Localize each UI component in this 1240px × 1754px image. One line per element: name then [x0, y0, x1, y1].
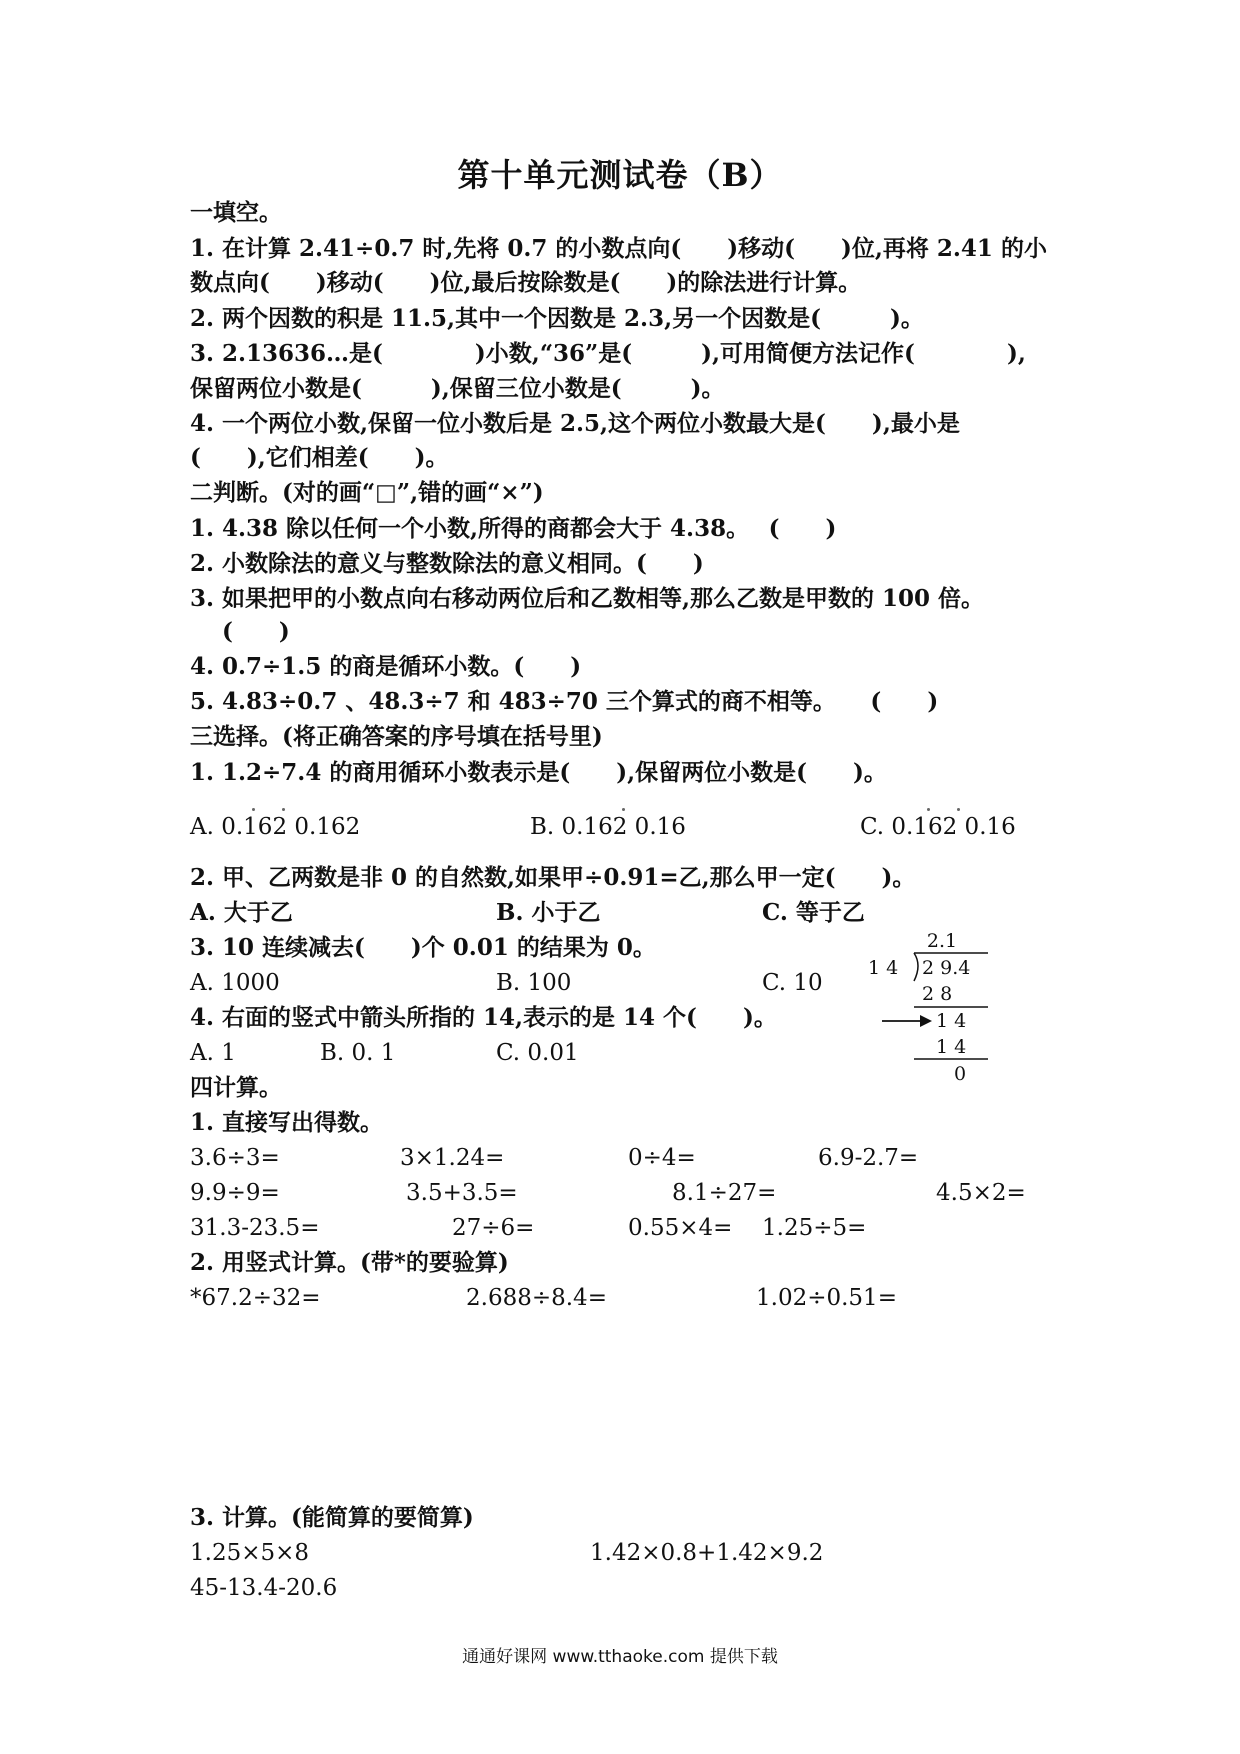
repeat-dot — [927, 808, 930, 811]
tf-q2: 2. 小数除法的意义与整数除法的意义相同。( ) — [190, 550, 704, 577]
tf-q3-line1: 3. 如果把甲的小数点向右移动两位后和乙数相等,那么乙数是甲数的 100 倍。 — [190, 585, 985, 612]
section-heading-true-false: 二判断。(对的画“□”,错的画“×”) — [190, 479, 544, 506]
oral-calc-item: 8.1÷27= — [672, 1180, 777, 1206]
choice-q2-option-b: B. 小于乙 — [496, 899, 601, 926]
choice-q2: 2. 甲、乙两数是非 0 的自然数,如果甲÷0.91=乙,那么甲一定( )。 — [190, 864, 916, 891]
division-step-3: 1 4 — [936, 1036, 967, 1058]
oral-calc-item: 31.3-23.5= — [190, 1215, 320, 1241]
vertical-calc-item: 2.688÷8.4= — [466, 1285, 607, 1311]
tf-q4: 4. 0.7÷1.5 的商是循环小数。( ) — [190, 653, 582, 680]
repeat-dot — [252, 808, 255, 811]
vertical-calc-item: 1.02÷0.51= — [756, 1285, 897, 1311]
oral-calc-item: 3.5+3.5= — [406, 1180, 518, 1206]
choice-q2-option-a: A. 大于乙 — [190, 899, 293, 926]
division-remainder: 0 — [954, 1063, 967, 1085]
choice-q1-option-c: C. 0.162 0.16 — [860, 814, 1016, 840]
calc-sub2-heading: 2. 用竖式计算。(带*的要验算) — [190, 1249, 509, 1276]
calc-sub3-heading: 3. 计算。(能简算的要简算) — [190, 1504, 474, 1531]
choice-q4-option-a: A. 1 — [190, 1040, 236, 1066]
division-dividend: 2 9.4 — [922, 957, 971, 979]
oral-calc-item: 0÷4= — [628, 1145, 696, 1171]
fill-q3-line2: 保留两位小数是( ),保留三位小数是( )。 — [190, 375, 725, 402]
vertical-calc-item: *67.2÷32= — [190, 1285, 321, 1311]
choice-q3-option-b: B. 100 — [496, 970, 572, 996]
repeat-dot — [957, 808, 960, 811]
oral-calc-item: 1.25÷5= — [762, 1215, 867, 1241]
oral-calc-item: 3.6÷3= — [190, 1145, 280, 1171]
repeat-dot — [622, 808, 625, 811]
oral-calc-item: 9.9÷9= — [190, 1180, 280, 1206]
tf-q1: 1. 4.38 除以任何一个小数,所得的商都会大于 4.38。 ( ) — [190, 515, 837, 542]
calc-sub1-heading: 1. 直接写出得数。 — [190, 1109, 384, 1136]
section-heading-calculation: 四计算。 — [190, 1074, 282, 1101]
fill-q4-line2: ( ),它们相差( )。 — [190, 444, 449, 471]
oral-calc-item: 0.55×4= — [628, 1215, 733, 1241]
fill-q1-line1: 1. 在计算 2.41÷0.7 时,先将 0.7 的小数点向( )移动( )位,再将 2.41 的小 — [190, 235, 1047, 262]
division-bracket — [914, 953, 918, 981]
oral-calc-item: 3×1.24= — [400, 1145, 505, 1171]
oral-calc-item: 4.5×2= — [936, 1180, 1026, 1206]
fill-q1-line2: 数点向( )移动( )位,最后按除数是( )的除法进行计算。 — [190, 269, 862, 296]
choice-q3-option-a: A. 1000 — [190, 970, 280, 996]
choice-q3: 3. 10 连续减去( )个 0.01 的结果为 0。 — [190, 934, 656, 961]
fill-q3-line1: 3. 2.13636…是( )小数,“36”是( ),可用简便方法记作( ), — [190, 340, 1026, 367]
division-step-2: 1 4 — [936, 1010, 967, 1032]
simplify-calc-item: 45-13.4-20.6 — [190, 1575, 338, 1601]
division-quotient: 2.1 — [926, 930, 958, 952]
oral-calc-item: 27÷6= — [452, 1215, 535, 1241]
choice-q3-option-c: C. 10 — [762, 970, 823, 996]
choice-q4-option-b: B. 0. 1 — [320, 1040, 396, 1066]
fill-q4-line1: 4. 一个两位小数,保留一位小数后是 2.5,这个两位小数最大是( ),最小是 — [190, 410, 960, 437]
choice-q1: 1. 1.2÷7.4 的商用循环小数表示是( ),保留两位小数是( )。 — [190, 759, 887, 786]
simplify-calc-item: 1.25×5×8 — [190, 1540, 310, 1566]
section-heading-choice: 三选择。(将正确答案的序号填在括号里) — [190, 723, 603, 750]
section-heading-fill-in: 一填空。 — [190, 199, 282, 226]
choice-q4: 4. 右面的竖式中箭头所指的 14,表示的是 14 个( )。 — [190, 1004, 777, 1031]
page-title: 第十单元测试卷（B） — [457, 156, 783, 194]
fill-q2: 2. 两个因数的积是 11.5,其中一个因数是 2.3,另一个因数是( )。 — [190, 305, 924, 332]
repeat-dot — [282, 808, 285, 811]
choice-q4-option-c: C. 0.01 — [496, 1040, 579, 1066]
simplify-calc-item: 1.42×0.8+1.42×9.2 — [590, 1540, 824, 1566]
tf-q3-line2: ( ) — [222, 618, 290, 645]
footer-source: 通通好课网 www.tthaoke.com 提供下载 — [462, 1647, 778, 1667]
long-division-figure — [862, 925, 992, 1090]
division-step-1: 2 8 — [922, 983, 953, 1005]
choice-q1-option-b: B. 0.162 0.16 — [530, 814, 686, 840]
oral-calc-item: 6.9-2.7= — [818, 1145, 919, 1171]
choice-q1-option-a: A. 0.162 0.162 — [190, 814, 361, 840]
division-arrow-icon — [882, 1015, 932, 1027]
tf-q5: 5. 4.83÷0.7 、48.3÷7 和 483÷70 三个算式的商不相等。 ( ) — [190, 688, 939, 715]
division-divisor: 1 4 — [868, 957, 899, 979]
choice-q2-option-c: C. 等于乙 — [762, 899, 865, 926]
